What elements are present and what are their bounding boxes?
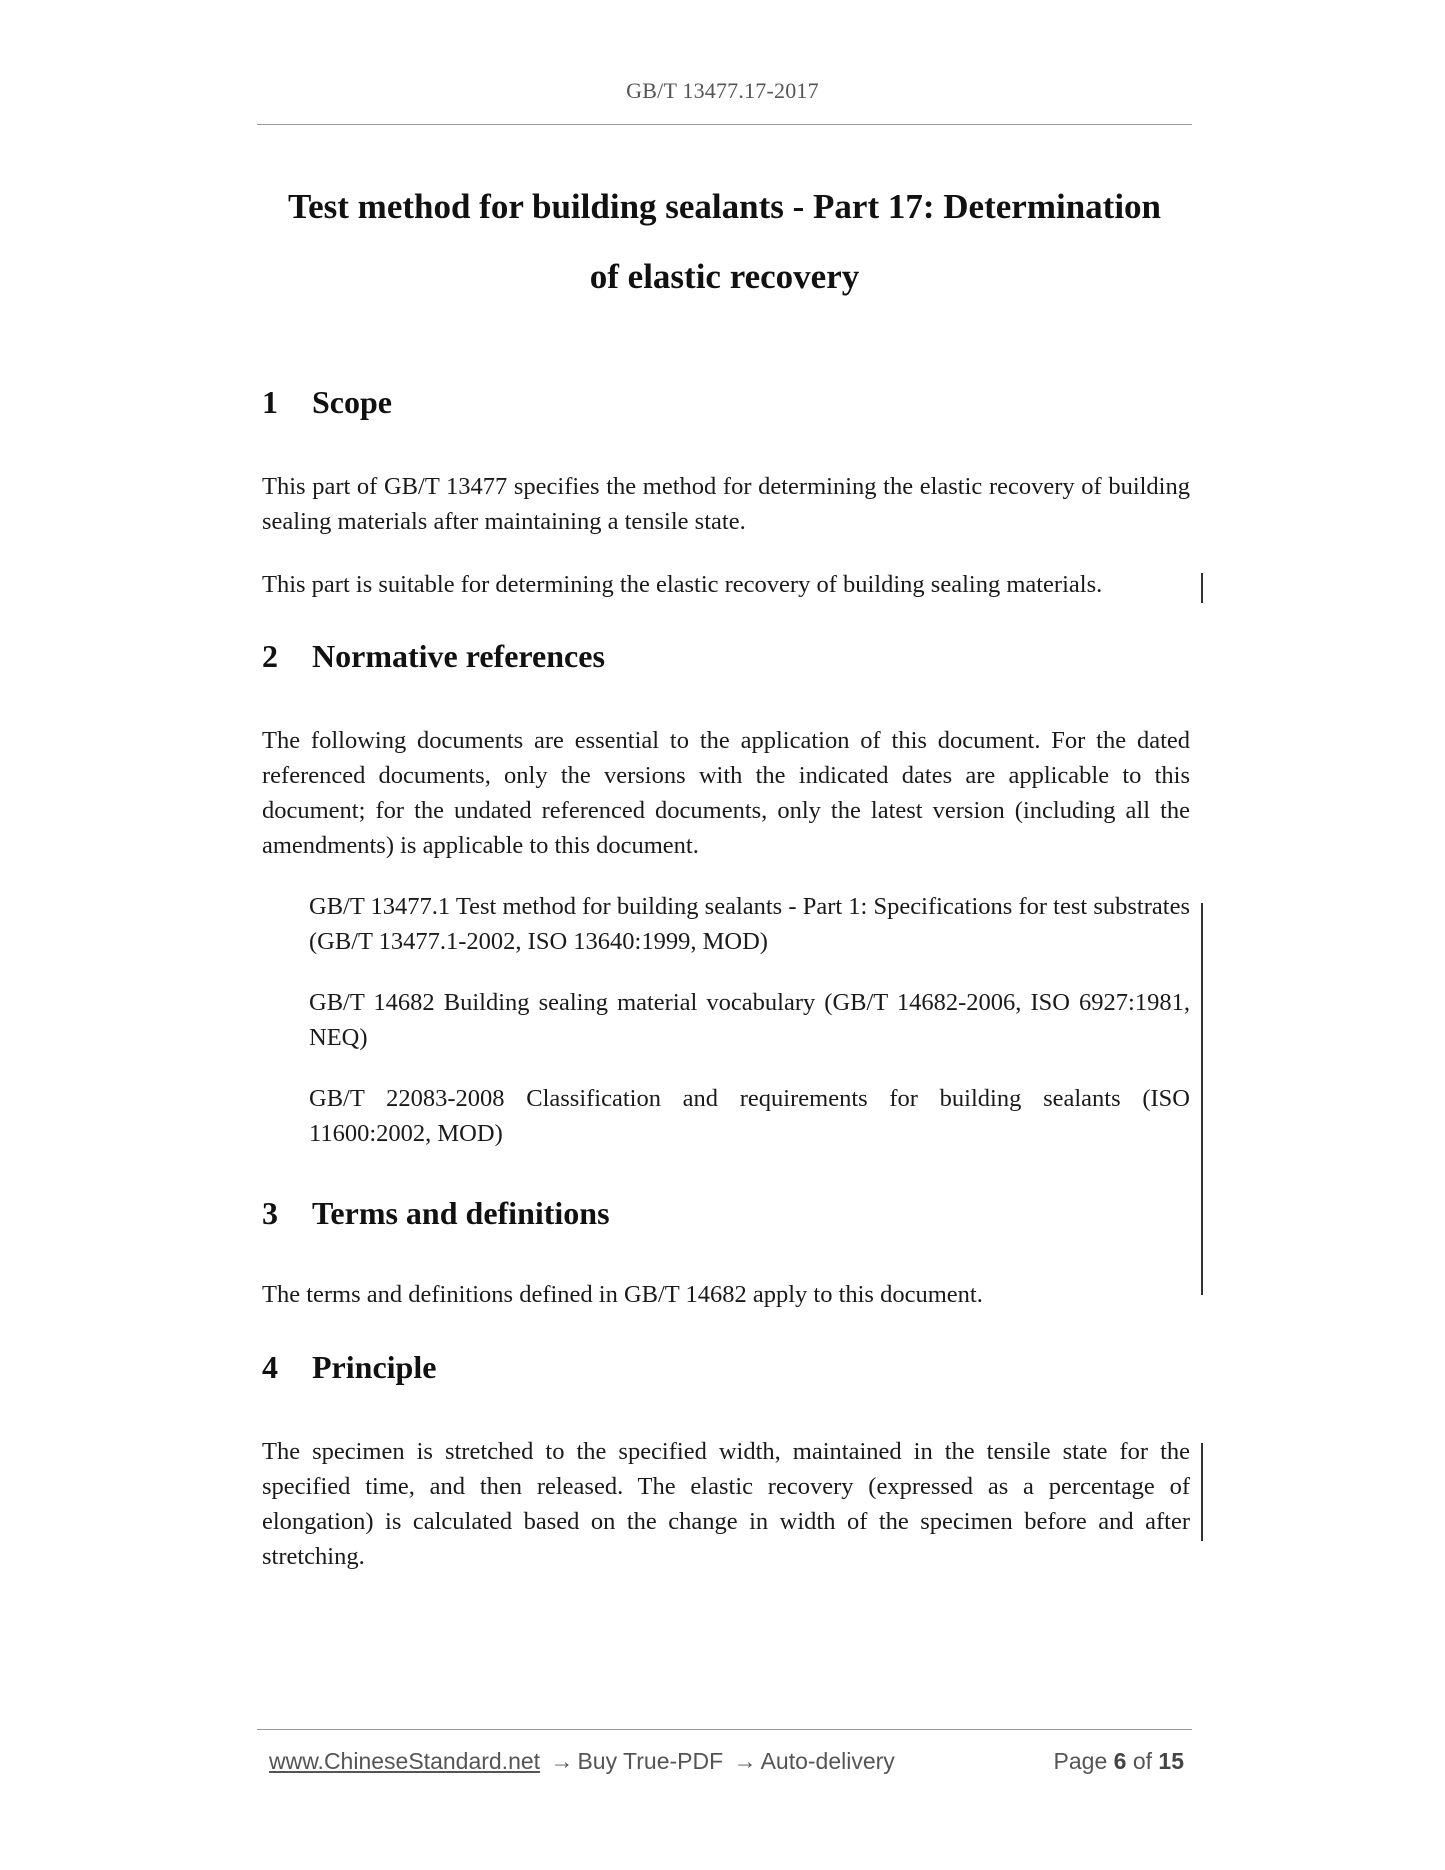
header-divider [257,124,1192,125]
reference-item: GB/T 13477.1 Test method for building sealants - Part 1: Specifications for test substrates (GB/T 13477.1-2002, ISO 13640:1999, MOD) [309,893,1190,955]
section-heading-normative-references [262,638,1192,675]
section-heading-scope [262,384,1192,421]
normative-intro-paragraph: The following documents are essential to the application of this document. For the dated referenced documents, only the versions with the indicated dates are applicable to this document; for the undated referenced documents, only the latest version (including all the amendments) is applicable to this document. [262,727,1190,859]
section-title: Scope [312,384,392,420]
document-title [257,172,1192,312]
section-heading-principle [262,1349,1192,1386]
arrow-right-icon: → [733,1748,757,1774]
revision-bar [1201,573,1203,603]
revision-bar [1201,1443,1203,1541]
page-label: Page [1053,1748,1108,1774]
running-header: GB/T 13477.17-2017 [626,78,819,103]
page-total: 15 [1158,1748,1184,1774]
page-footer [269,1748,1184,1775]
page-current: 6 [1113,1748,1127,1774]
section-heading-terms-and-definitions [262,1195,1192,1232]
auto-delivery-text: Auto-delivery [760,1748,895,1774]
scope-paragraph-2: This part is suitable for determining the elastic recovery of building sealing materials. [262,571,1103,598]
section-title: Terms and definitions [312,1195,610,1231]
page-of-label: of [1132,1748,1153,1774]
buy-true-pdf-text: Buy True-PDF [577,1748,724,1774]
site-link[interactable]: www.ChineseStandard.net [269,1748,541,1774]
section-number: 2 [262,638,278,674]
section-number: 1 [262,384,278,420]
reference-item: GB/T 22083-2008 Classification and requirements for building sealants (ISO 11600:2002, MOD) [309,1085,1190,1147]
document-title-line-2: of elastic recovery [589,257,860,296]
scope-paragraph-1: This part of GB/T 13477 specifies the method for determining the elastic recovery of building sealing materials after maintaining a tensile state. [262,473,1190,535]
terms-paragraph: The terms and definitions defined in GB/T 14682 apply to this document. [262,1281,983,1308]
page-indicator [1054,1748,1184,1775]
document-title-line-1: Test method for building sealants - Part 17: Determination [287,187,1162,226]
principle-paragraph: The specimen is stretched to the specified width, maintained in the tensile state for the specified time, and then released. The elastic recovery (expressed as a percentage of elongation) is calculated based on the change in width of the specimen before and after stretching. [262,1438,1190,1570]
section-title: Principle [312,1349,437,1385]
footer-divider [257,1729,1192,1730]
reference-item: GB/T 14682 Building sealing material vocabulary (GB/T 14682-2006, ISO 6927:1981, NEQ) [309,989,1190,1051]
section-title: Normative references [312,638,605,674]
revision-bar [1201,903,1203,1295]
arrow-right-icon: → [550,1748,574,1774]
section-number: 3 [262,1195,278,1231]
section-number: 4 [262,1349,278,1385]
